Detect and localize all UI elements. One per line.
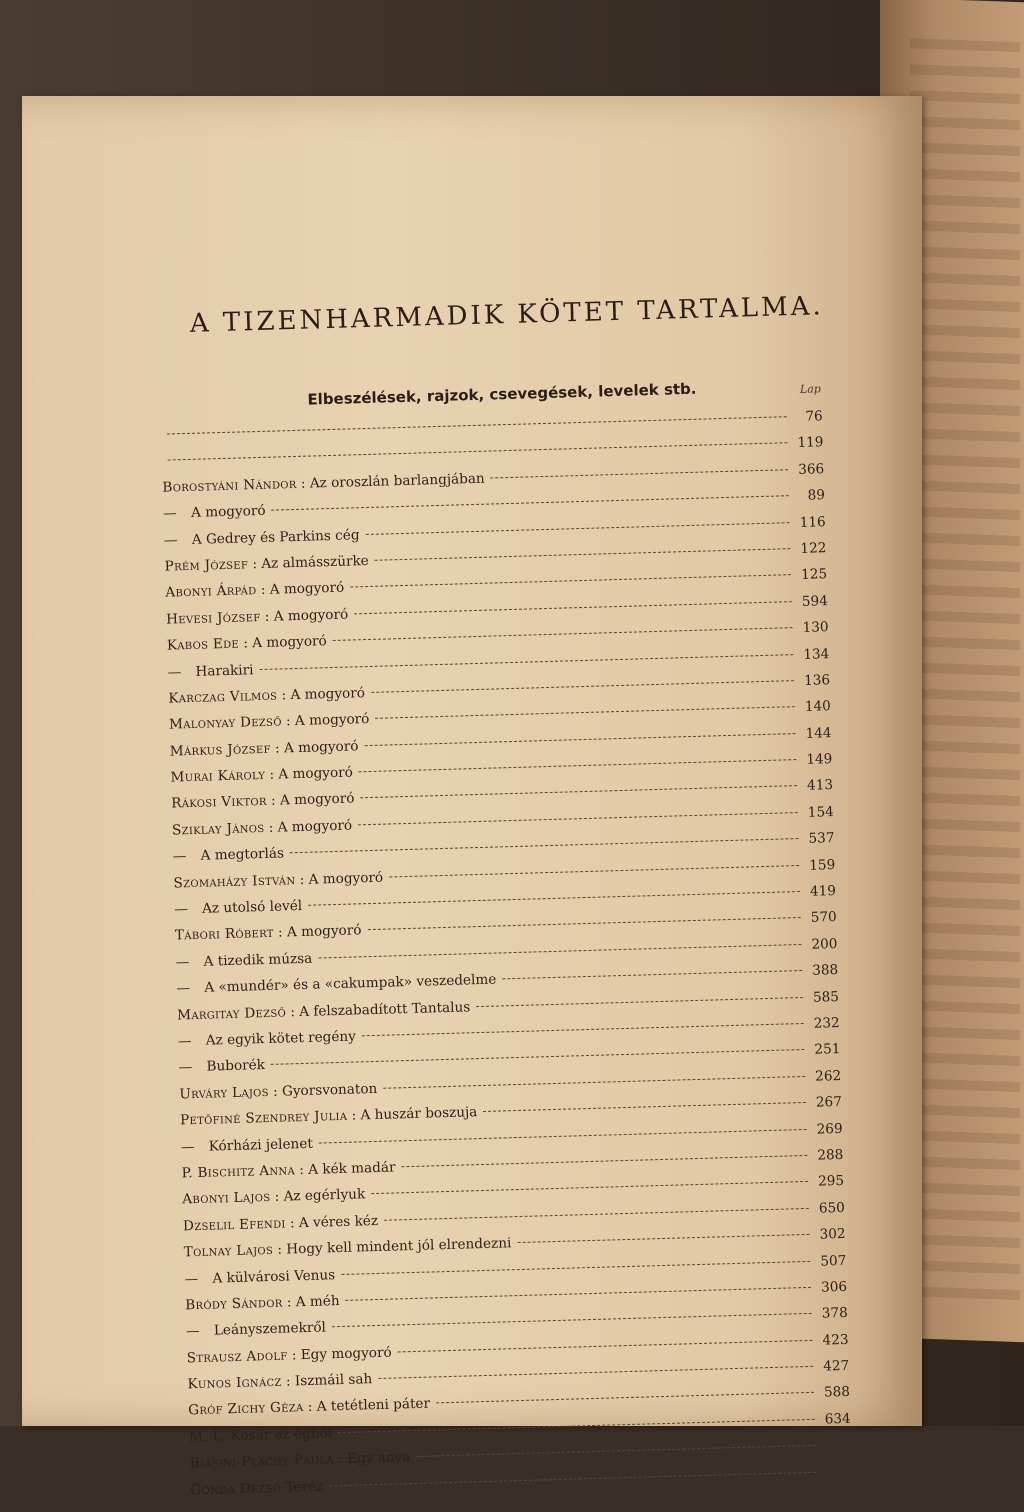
toc-work-title: A megtorlás <box>200 845 285 865</box>
toc-author: Gróf Zichy Géza <box>188 1399 304 1419</box>
toc-work-title: A felszabadított Tantalus <box>299 998 471 1020</box>
toc-page-number: 423 <box>822 1331 849 1349</box>
toc-separator: : <box>266 792 281 810</box>
toc-separator: : <box>296 475 311 492</box>
toc-work-title: Az egyik kötet regény <box>205 1028 357 1049</box>
toc-separator: — <box>177 1032 197 1050</box>
toc-separator: : <box>264 766 279 783</box>
toc-page-number: 116 <box>799 513 826 531</box>
toc-separator: — <box>175 953 194 971</box>
toc-page-number: 125 <box>800 566 828 584</box>
toc-page-number <box>822 1475 852 1476</box>
toc-author: Kabos Ede <box>166 635 240 654</box>
toc-author: Prém József <box>164 556 249 575</box>
toc-work-title: Az oroszlán barlangjában <box>309 470 485 492</box>
toc-work-title: A mogyoró <box>286 922 362 941</box>
page-content <box>14 84 951 1498</box>
toc-page-number: 427 <box>823 1357 850 1375</box>
toc-page-number: 200 <box>811 935 838 953</box>
toc-separator: — <box>173 901 193 918</box>
toc-separator: : <box>303 1399 318 1416</box>
page-title: A TIZENHARMADIK KÖTET TARTALMA. <box>189 291 825 339</box>
toc-page-number: 570 <box>810 909 837 927</box>
toc-separator: : <box>256 582 270 599</box>
toc-separator: : <box>281 713 296 730</box>
toc-page-number: 419 <box>809 883 837 900</box>
toc-separator: — <box>172 848 191 865</box>
toc-page-number: 134 <box>803 645 830 663</box>
toc-page-number: 537 <box>808 830 835 848</box>
toc-work-title: A mogyoró <box>294 711 370 730</box>
toc-work-title: A külvárosi Venus <box>212 1266 336 1287</box>
toc-work-title: A mogyoró <box>278 764 354 783</box>
toc-separator: : <box>287 1346 301 1364</box>
toc-work-title: A tizedik múzsa <box>203 950 313 970</box>
toc-separator: : <box>273 924 288 942</box>
toc-author: Urváry Lajos <box>179 1083 270 1103</box>
toc-page-number: 388 <box>812 962 839 979</box>
toc-author: Tolnay Lajos <box>183 1241 274 1261</box>
toc-page-number: 588 <box>823 1384 851 1402</box>
toc-work-title: A huszár boszuja <box>360 1104 478 1124</box>
toc-author: Borostyáni Nándor <box>162 475 297 496</box>
toc-work-title: Az egérlyuk <box>283 1186 366 1205</box>
toc-separator: : <box>294 1161 309 1179</box>
toc-page-number: 306 <box>820 1278 848 1296</box>
toc-leader-dots <box>491 469 789 478</box>
toc-author: Dzselil Efendi <box>182 1215 286 1235</box>
toc-work-title: A mogyoró <box>252 633 327 652</box>
toc-page-number: 232 <box>813 1014 840 1032</box>
toc-author: Szomaházy István <box>173 871 296 892</box>
toc-author: Malonyay Dezső <box>168 713 282 733</box>
toc-leader-dots <box>502 970 802 979</box>
toc-leader-dots <box>389 865 799 877</box>
toc-page-number: 413 <box>806 777 834 795</box>
toc-leader-dots <box>483 1102 806 1112</box>
toc-separator: — <box>176 980 195 997</box>
toc-work-title: Teréz <box>285 1478 324 1496</box>
toc-separator: : <box>276 687 291 704</box>
toc-page-number: 262 <box>814 1067 842 1085</box>
toc-author: Hevesi József <box>165 608 261 628</box>
toc-author: Abonyi Lajos <box>182 1189 271 1208</box>
toc-page-number: 302 <box>819 1226 846 1243</box>
toc-work-title: A mogyoró <box>277 817 353 836</box>
toc-page-number <box>822 1449 852 1450</box>
toc-separator: — <box>184 1270 203 1287</box>
toc-work-title: A mogyoró <box>290 685 366 704</box>
toc-separator: : <box>282 1294 296 1311</box>
toc-separator: — <box>178 1059 197 1076</box>
toc-author: M. L. <box>188 1428 227 1446</box>
toc-separator: : <box>285 1003 300 1021</box>
toc-work-title: A «mundér» és a «cakumpak» veszedelme <box>204 971 497 996</box>
toc-work-title: A mogyoró <box>269 579 345 599</box>
toc-leader-dots <box>436 1392 814 1404</box>
toc-page-number: 585 <box>812 988 840 1006</box>
toc-separator: : <box>272 1241 287 1258</box>
toc-work-title: Hogy kell mindent jól elrendezni <box>286 1235 512 1258</box>
toc-author: Rákosi Viktor <box>171 793 267 813</box>
toc-author: Gonda Dezső <box>190 1479 282 1498</box>
toc-page-number: 594 <box>801 592 829 610</box>
toc-page-number: 269 <box>816 1120 843 1138</box>
toc-work-title: A kék madár <box>307 1159 396 1178</box>
toc-page-number: 251 <box>814 1041 841 1059</box>
toc-separator: : <box>285 1214 300 1232</box>
toc-separator: : <box>270 1188 284 1206</box>
toc-separator: : <box>268 1083 283 1100</box>
toc-work-title: A mogyoró <box>283 737 359 757</box>
toc-leader-dots <box>167 416 787 434</box>
toc-work-title: Buborék <box>206 1057 266 1076</box>
toc-separator: — <box>180 1138 199 1155</box>
toc-author: Márkus József <box>169 740 271 760</box>
toc-work-title: Iszmáil sah <box>294 1371 373 1390</box>
toc-work-title: A Gedrey és Parkins cég <box>191 526 360 548</box>
toc-author: Kunos Ignácz <box>187 1373 282 1393</box>
toc-work-title: A mogyoró <box>308 869 384 888</box>
toc-author: Biasini-Plachy Paula <box>189 1451 335 1472</box>
toc-page-number: 159 <box>809 856 836 874</box>
toc-page-number: 89 <box>807 487 826 504</box>
toc-work-title: A mogyoró <box>279 790 355 809</box>
toc-author: Sziklay János <box>171 819 265 839</box>
toc-leader-dots <box>416 1445 815 1457</box>
toc-author: Murai Károly <box>170 767 266 786</box>
toc-separator: : <box>295 871 309 888</box>
toc-separator: : <box>247 555 262 573</box>
toc-separator: : <box>264 819 278 836</box>
toc-page-number: 76 <box>805 408 823 425</box>
toc-work-title: A méh <box>295 1292 340 1311</box>
toc-page-number: 154 <box>807 803 834 821</box>
table-of-contents <box>161 408 853 1508</box>
toc-author: Tábori Róbert <box>174 925 274 944</box>
toc-page-number: 122 <box>800 540 827 557</box>
toc-page-number: 130 <box>802 619 829 636</box>
toc-author: P. Bischitz Anna <box>181 1162 296 1182</box>
toc-work-title: Az almásszürke <box>261 552 369 572</box>
toc-page-number: 144 <box>805 724 832 742</box>
toc-separator: : <box>270 740 285 757</box>
toc-page-number: 366 <box>798 460 825 478</box>
toc-separator: — <box>163 531 183 549</box>
toc-separator: : <box>347 1107 361 1124</box>
toc-separator: — <box>167 663 186 681</box>
toc-page-number: 378 <box>821 1305 848 1322</box>
toc-leader-dots <box>401 1155 807 1167</box>
toc-work-title: Kórházi jelenet <box>208 1135 314 1155</box>
toc-page-number: 149 <box>806 751 833 768</box>
toc-separator: — <box>185 1323 205 1340</box>
toc-author: Strausz Adolf <box>186 1347 288 1367</box>
toc-work-title: A mogyoró <box>273 606 349 625</box>
toc-leader-dots <box>398 1340 813 1353</box>
toc-leader-dots <box>375 548 791 561</box>
toc-work-title: A tetétleni páter <box>316 1396 431 1416</box>
toc-page-number: 295 <box>817 1173 845 1190</box>
toc-author: Abonyi Árpád <box>165 582 257 601</box>
toc-work-title: Az utolsó levél <box>201 897 303 917</box>
section-heading: Elbeszélések, rajzok, csevegések, levelek stb. <box>307 379 697 409</box>
toc-author: Margitay Dezső <box>176 1004 287 1024</box>
toc-leader-dots <box>517 1234 809 1243</box>
toc-page-number: 119 <box>797 434 824 452</box>
toc-work-title: Gyorsvonaton <box>281 1080 378 1100</box>
toc-page-number: 267 <box>815 1094 843 1111</box>
toc-page-number: 507 <box>820 1252 847 1270</box>
toc-leader-dots <box>476 997 803 1007</box>
toc-author: Petőfiné Szendrey Julia <box>179 1107 348 1129</box>
toc-separator: : <box>238 635 253 652</box>
toc-separator: : <box>333 1451 348 1468</box>
toc-work-title: Leányszemekről <box>213 1319 327 1339</box>
book-page <box>22 96 922 1498</box>
toc-separator: — <box>162 505 182 522</box>
toc-work-title: Egy anya <box>346 1449 411 1468</box>
toc-page-number: 288 <box>817 1146 844 1164</box>
toc-work-title: A véres kéz <box>298 1212 379 1231</box>
toc-author: Bródy Sándor <box>185 1294 283 1314</box>
toc-work-title: Kosár az égből <box>230 1425 333 1444</box>
toc-page-number: 136 <box>803 672 831 689</box>
toc-page-number: 140 <box>804 698 832 716</box>
page-column-label: Lap <box>799 382 822 396</box>
toc-author: Karczag Vilmos <box>168 687 278 707</box>
toc-separator: : <box>281 1373 296 1390</box>
toc-work-title: A mogyoró <box>190 502 266 522</box>
toc-work-title: Egy mogyoró <box>300 1344 392 1363</box>
toc-separator: : <box>260 608 274 625</box>
toc-page-number: 634 <box>824 1410 851 1428</box>
toc-work-title: Harakiri <box>195 661 254 680</box>
toc-page-number: 650 <box>818 1199 846 1217</box>
